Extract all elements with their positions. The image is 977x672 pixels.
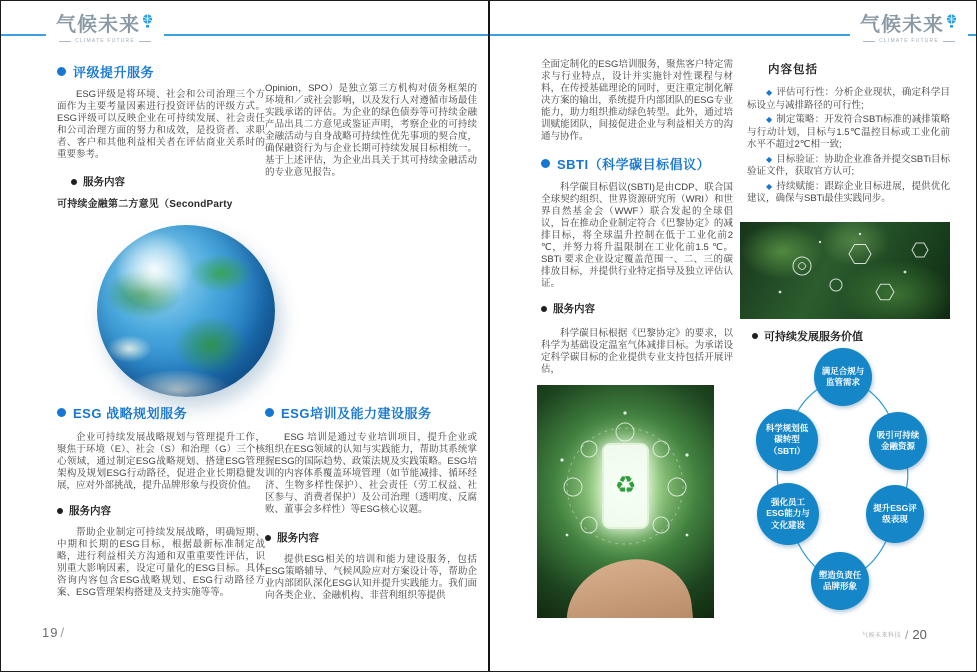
section-paragraph: ESG 培训是通过专业培训项目，提升企业或组织在ESG领域的认知与实践能力，帮助其系统掌握ESG的国际趋势、政策法规及实践策略。ESG培训的内容体系覆盖环境管理（如节能减排、循环经济、生物多样性保护）、社会责任（劳工权益、社区参与、消费者保护）及公司治理（透明度、反腐败、董事会多样性）等ESG核心议题。 <box>265 432 477 515</box>
recycle-icon: ♻ <box>614 472 637 499</box>
page-divider <box>488 0 490 672</box>
spo-paragraph: Opinion，SPO）是独立第三方机构对债务框架的环境和／或社会影响，以及发行人对遵循市场最佳实践承诺的评估。为企业的绿色债券等可持续金融产品出具二方意见或鉴证声明，考察企业的可持续金融活动与自身战略可持续性优先事项的契合度，确保融资行为与企业长期可持续发展目标相统一。基于上述评估，为企业出具关于其可持续金融活动的专业意见报告。 <box>265 83 477 178</box>
section-rating-service <box>57 62 265 210</box>
blue-dot-icon <box>57 408 66 417</box>
service-content-heading <box>71 174 265 189</box>
section-title <box>265 403 477 422</box>
logo <box>46 12 164 44</box>
value-bubble-diagram <box>745 345 955 613</box>
page-number-slash: / <box>905 627 909 642</box>
logo <box>850 12 968 44</box>
logo-title-left: 气候未来 <box>56 14 140 36</box>
footer-brand: 气候未来科技 <box>862 633 902 639</box>
blue-dot-icon <box>541 159 550 168</box>
diamond-icon: ◆ <box>766 115 773 124</box>
logo-title-right: 气候未来 <box>860 14 944 36</box>
service-content-label: 服务内容 <box>277 532 319 544</box>
list-item-text: 持续赋能：跟踪企业目标进展，提供优化建议，确保与SBTi最佳实践同步。 <box>747 180 950 204</box>
value-heading-label: 可持续发展服务价值 <box>764 331 863 343</box>
diamond-icon: ◆ <box>766 154 773 164</box>
value-bubble: 提升ESG评级表现 <box>866 485 924 543</box>
black-dot-icon <box>57 508 63 514</box>
section-esg-training <box>265 403 477 602</box>
content-includes-heading: 内容包括 <box>768 64 818 76</box>
section-paragraph: 提供ESG相关的培训和能力建设服务，包括ESG策略辅导、气候风险应对方案设计等，帮助企业内部团队深化ESG认知并提升实践能力。我们面向各类企业、金融机构、非营利组织等提供 <box>265 554 477 601</box>
list-item <box>747 87 950 112</box>
value-heading <box>752 328 863 344</box>
section-paragraph: 企业可持续发展战略规划与管理提升工作，聚焦于环境（E）、社会（S）和治理（G）三个核心领域，通过制定ESG战略规划、搭建ESG管理架构及规划ESG行动路径，促进企业长期稳健发展，应对外部挑战，提升品牌形象与投资价值。 <box>57 432 265 491</box>
logo-subtitle-left: CLIMATE FUTURE <box>75 38 135 44</box>
black-dot-icon <box>541 306 547 312</box>
list-item-text: 目标验证：协助企业准备并提交SBTi目标验证文件，获取官方认可; <box>747 153 950 177</box>
page-number-slash: / <box>60 625 66 640</box>
section-paragraph: ESG评级是将环境、社会和公司治理三个方面作为主要考量因素进行投资评估的评级方式。ESG评级可以反映企业在可持续发展、社会责任和公司治理方面的努力和成效，是投资者、求职者、客户和其他利益相关者在评估商业关系时的重要参考。 <box>57 89 265 160</box>
list-item <box>747 154 950 179</box>
value-bubble: 科学规划低碳转型（SBTI） <box>756 409 818 471</box>
section-title-label: 评级提升服务 <box>73 65 155 80</box>
service-content-heading <box>57 503 265 518</box>
service-content-label: 服务内容 <box>83 176 125 188</box>
eco-icons <box>740 222 950 319</box>
sbti-content-list <box>747 87 950 208</box>
service-content-heading <box>265 530 477 545</box>
service-content-label: 服务内容 <box>553 303 595 315</box>
section-title-label: ESG 战略规划服务 <box>73 406 188 421</box>
section-paragraph: 帮助企业制定可持续发展战略，明确短期、中期和长期的ESG目标，根据最新标准制定战略，进行利益相关方沟通和双重重要性评估，识别重大影响因素，设定可量化的ESG目标。具体咨询内容包含ESG战略规划、ESG行动路径方案、ESG管理架构搭建及支持实施等等。 <box>57 527 265 598</box>
value-bubble: 满足合规与监管需求 <box>814 348 872 406</box>
page-number-right <box>862 627 927 642</box>
value-bubble: 塑造负责任品牌形象 <box>811 552 869 610</box>
blue-dot-icon <box>265 408 274 417</box>
page-number: 20 <box>912 627 927 642</box>
diamond-icon: ◆ <box>766 88 773 97</box>
black-dot-icon <box>265 535 271 541</box>
sbti-paragraph: 科学碳目标倡议(SBTI)是由CDP、联合国全球契约组织、世界资源研究所（WRI）和世界自然基金会（WWF）联合发起的全球倡议，旨在推动企业制定符合《巴黎协定》的减排目标，将全球温升控制在低于工业化前2 ℃，并努力将升温限制在工业化前1.5 ℃。SBTi 要求企业设定覆盖范围一、二、三的碳排放目标，并提供行业特定指导及独立评估认证。 <box>541 182 733 289</box>
list-item-text: 评估可行性：分析企业现状，确定科学目标设立与减排路径的可行性; <box>747 87 950 111</box>
green-tech-photo <box>740 222 950 319</box>
section-title <box>57 62 265 81</box>
phone-screen <box>602 443 649 529</box>
sbti-service-paragraph: 科学碳目标根据《巴黎协定》的要求，以科学为基础设定温室气体减排目标。为承诺设定科学碳目标的企业提供专业支持包括开展评估， <box>541 328 733 375</box>
logo-dash-icon <box>943 41 955 42</box>
second-party-line: 可持续金融第二方意见（SecondParty <box>57 199 233 210</box>
balloon-icon <box>142 12 153 34</box>
logo-dash-icon <box>139 41 151 42</box>
list-item <box>747 181 950 206</box>
black-dot-icon <box>71 179 77 185</box>
black-dot-icon <box>752 333 758 339</box>
logo-dash-icon <box>863 41 875 42</box>
value-bubble: 强化员工ESG能力与文化建设 <box>757 483 819 545</box>
list-item-text: 制定策略：开发符合SBTi标准的减排策略与行动计划，目标与1.5℃温控目标或工业化前水平不超过2℃相一致; <box>747 114 950 150</box>
section-title-label: ESG培训及能力建设服务 <box>281 406 432 421</box>
section-esg-strategy <box>57 403 265 599</box>
service-content-heading <box>541 301 595 316</box>
logo-subtitle-right: CLIMATE FUTURE <box>879 38 939 44</box>
value-bubble: 吸引可持续金融资源 <box>869 412 927 470</box>
logo-dash-icon <box>59 41 71 42</box>
section-title <box>57 403 265 422</box>
sbti-section-title <box>541 154 710 173</box>
service-content-label: 服务内容 <box>69 505 111 517</box>
diamond-icon: ◆ <box>766 181 773 191</box>
training-continuation-paragraph: 全面定制化的ESG培训服务，聚焦客户特定需求与行业特点，设计并实施针对性课程与材料，在传授基础理论的同时，更注重定制化解决方案的输出，系统提升内部团队的ESG专业能力，助力组织推动绿色转型。此外，通过培训赋能团队，间接促进企业与利益相关方的沟通与协作。 <box>541 59 733 142</box>
blue-dot-icon <box>57 67 66 76</box>
list-item <box>747 114 950 152</box>
page-number: 19 <box>42 625 59 640</box>
balloon-icon <box>946 12 957 34</box>
earth-globe-image <box>97 225 275 397</box>
section-title-label: SBTI（科学碳目标倡议） <box>557 157 711 172</box>
green-phone-photo <box>537 385 714 618</box>
page-number-left <box>42 625 65 640</box>
